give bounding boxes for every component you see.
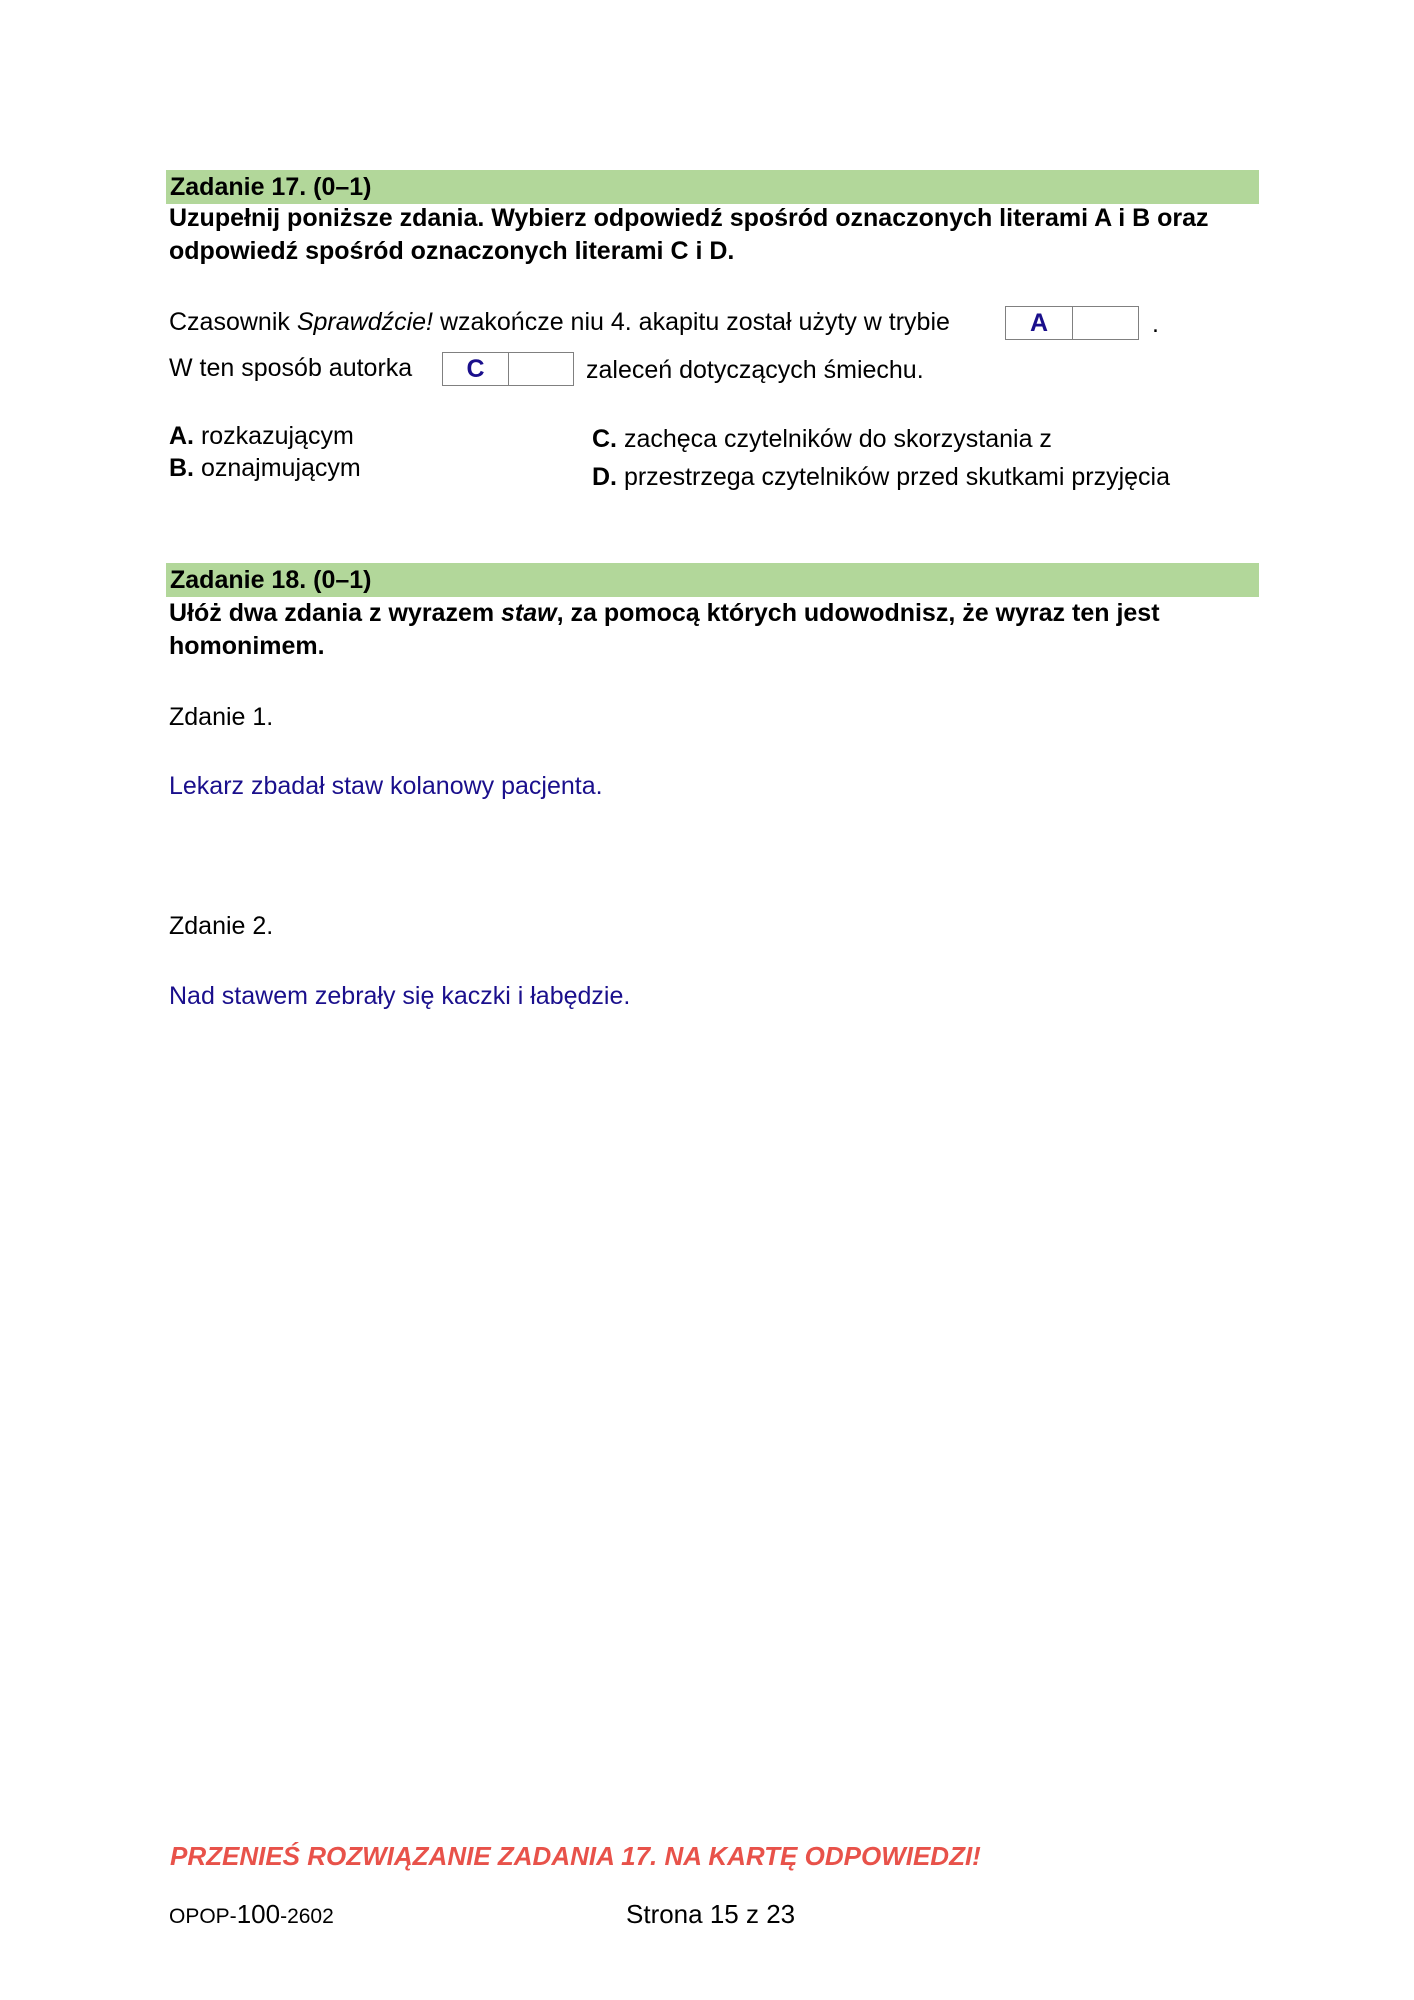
answer-box-1-selected: A [1029,308,1049,337]
answer-box-2-selected: C [466,354,485,383]
sentence2-answer: Nad stawem zebrały się kaczki i łabędzie. [169,982,631,1010]
sentence1-label: Zdanie 1. [169,703,274,731]
task17-instruction: Uzupełnij poniższe zdania. Wybierz odpowiedź spośród oznaczonych literami A i B oraz odpowiedź spośród oznaczonych literami C i D. [169,204,1209,265]
sentence1-period: . [1152,310,1159,338]
sentence1-answer: Lekarz zbadał staw kolanowy pacjenta. [169,772,603,800]
exam-code: OPOP-100-2602 [169,1899,334,1929]
sentence2-label: Zdanie 2. [169,912,274,940]
option-c: C. zachęca czytelników do skorzystania z [592,425,1052,453]
italic-verb: Sprawdźcie! [296,308,433,336]
transfer-note: PRZENIEŚ ROZWIĄZANIE ZADANIA 17. NA KARTĘ ODPOWIEDZI! [170,1841,981,1871]
option-d: D. przestrzega czytelników przed skutkami przyjęcia [592,463,1170,491]
task17-header: Zadanie 17. (0–1) [170,173,372,201]
answer-box-2[interactable] [442,352,574,386]
task17-sentence1: Czasownik Sprawdźcie! wzakończe niu 4. akapitu został użyty w trybie [169,308,950,336]
page-number: Strona 15 z 23 [626,1899,796,1929]
italic-word: staw [501,599,557,627]
option-b: B. oznajmującym [169,454,361,482]
task18-header: Zadanie 18. (0–1) [170,566,372,594]
task17-sentence2-start: W ten sposób autorka [169,354,413,382]
answer-box-2-empty [508,353,573,385]
answer-box-1[interactable] [1005,306,1139,340]
option-a: A. rozkazującym [169,422,354,450]
task18-instruction: Ułóż dwa zdania z wyrazem staw, za pomocą których udowodnisz, że wyraz ten jest homonimem. [169,599,1160,660]
task17-sentence2-end: zaleceń dotyczących śmiechu. [586,356,924,384]
task18-header-bar [166,563,1259,597]
task17-header-bar [166,170,1259,204]
answer-box-1-empty [1072,307,1138,339]
